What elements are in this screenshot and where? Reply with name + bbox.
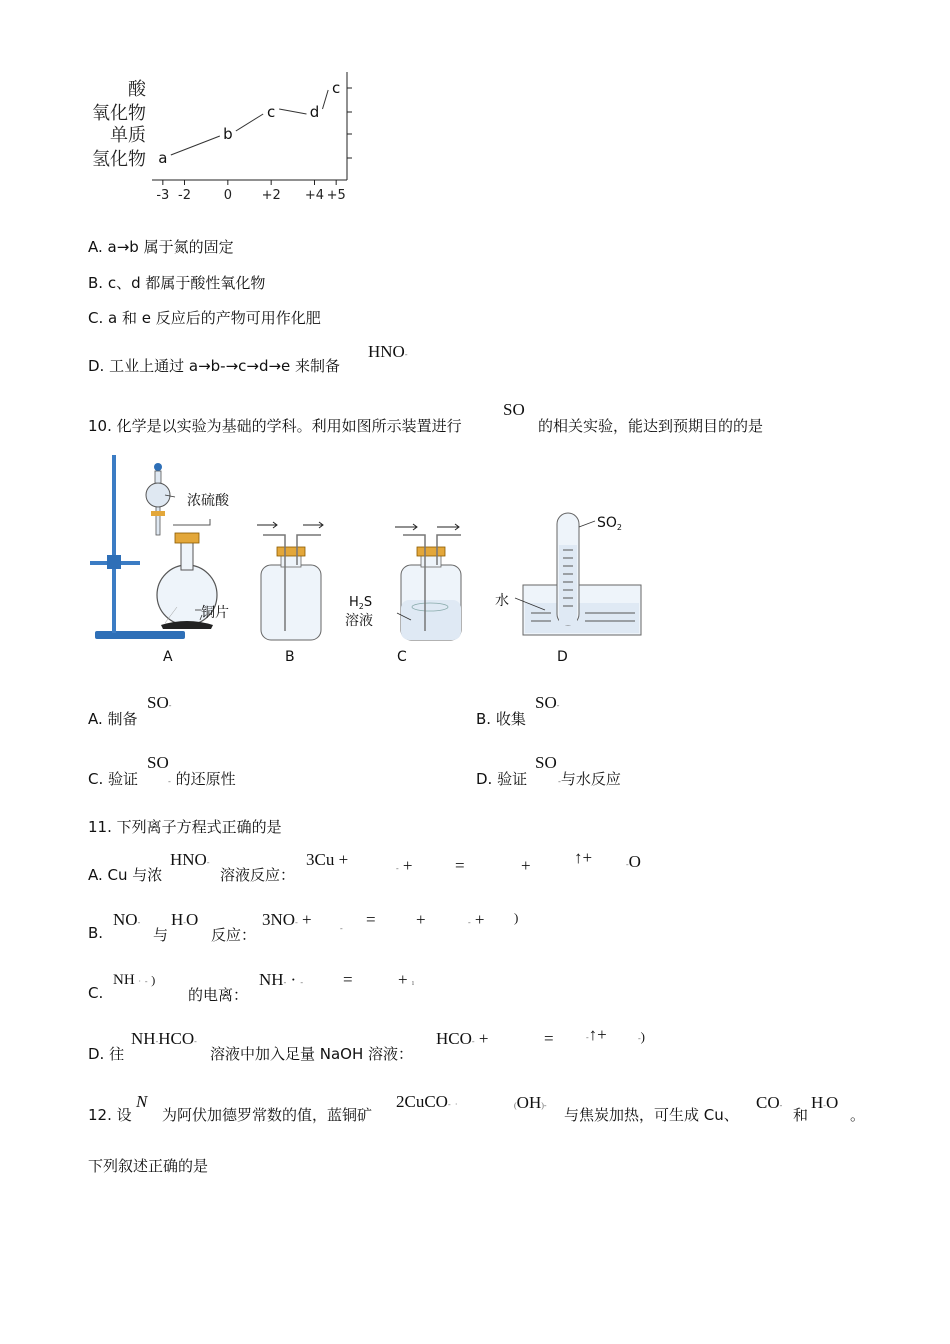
q11b-text-2: 反应： [211,926,257,944]
apparatus-a [90,455,230,665]
q11b-eq-2: - [340,924,343,933]
formula-hno3: HNO- [368,342,408,361]
option-letter: D. [88,357,105,375]
connector-line [279,109,306,114]
q10-option-c: C. 验证 [88,770,139,788]
point-a: a [158,149,168,167]
q11b-eq-5: - + [468,910,485,929]
label-d: D [557,649,568,665]
q11a-eq-5: ↑+ [574,848,593,867]
formula-so2-d: SO [535,753,557,772]
option-text: a 和 e 反应后的产物可用作化肥 [108,309,321,327]
q11b-eq-1: 3NO- + [262,910,312,929]
q9-option-a [88,236,234,257]
q12-stem-2: 为阿伏加德罗常数的值，蓝铜矿 [162,1106,373,1124]
q11d-formula: NH-HCO- [131,1029,197,1048]
option-letter: A. [88,238,103,256]
q11c-text: 的电离： [188,986,249,1004]
q10-stem-tail: 的相关实验，能达到预期目的的是 [538,417,764,435]
q11a-eq-4: + [521,856,531,875]
valence-class-chart [80,68,360,208]
q11d-eq-3: -↑+ [586,1025,607,1044]
y-category-label: 酸 [128,79,146,100]
label-conc-sulfuric-acid: 浓硫酸 [187,493,229,509]
label-so2: $SO_2$ [597,515,622,532]
q10-option-d: D. 验证 [476,770,528,788]
label-h2s: $H_2S$ [349,595,373,611]
q11c-eq-2: = [343,970,353,989]
q11-option-a: A. Cu 与浓 [88,866,163,884]
y-category-label: 单质 [110,125,146,146]
q11b-eq-6: ) [514,910,519,925]
label-water: 水 [495,593,509,609]
q11c-formula: NH · - ) [113,972,156,988]
point-d: d [309,103,320,121]
q11-option-b: B. [88,924,104,942]
point-b: b [223,125,233,143]
connector-line [236,114,263,131]
formula-so2-a: SO- [147,693,172,712]
q12-formula-mineral: 2CuCO- · [396,1092,458,1111]
apparatus-d [495,513,641,665]
question-number: 12. [88,1106,112,1124]
label-copper-sheet: 铜片 [201,605,229,621]
q11a-eq-1: 3Cu + [306,850,349,869]
question-number: 10. [88,417,112,435]
x-tick-label: +2 [261,188,281,203]
x-tick-label: +5 [326,188,346,203]
q11b-eq-3: = [366,910,376,929]
q11b-text-1: 与 [153,926,169,944]
point-c: c [332,79,341,97]
q9-option-c [88,307,321,328]
q10-option-b: B. 收集 [476,710,526,728]
q11b-eq-4: + [416,910,426,929]
connector-line [171,136,220,155]
q12-stem-line2: 下列叙述正确的是 [88,1157,209,1175]
apparatus-c [345,524,461,665]
q10-option-d-tail: -与水反应 [558,770,621,788]
q11c-eq-1: NH- · - [259,970,304,989]
label-c: C [397,649,407,665]
q11a-text: 溶液反应： [220,866,296,884]
option-text: a→b 属于氮的固定 [107,238,234,256]
x-tick-label: 0 [223,188,232,203]
q11-stem: 11. 下列离子方程式正确的是 [88,818,282,836]
option-text: c、d 都属于酸性氧化物 [107,274,266,292]
question-number: 11. [88,818,112,836]
apparatus-b [257,522,323,665]
label-a: A [163,649,173,665]
formula-so2: SO [503,400,525,419]
q12-formula-oh: (OH)- [514,1093,547,1112]
q11a-eq-2: - + [396,856,413,875]
q12-stem-4: 和 [793,1106,809,1124]
x-tick-label: -2 [178,188,191,203]
q11d-eq-4: -) [638,1029,646,1044]
q11d-text: 溶液中加入足量 NaOH 溶液： [210,1045,414,1063]
q10-option-c-tail: - 的还原性 [168,770,236,788]
formula-so2-b: SO- [535,693,560,712]
q12-formula-h2o: H-O [811,1093,839,1112]
q10-stem: 10. 化学是以实验为基础的学科。利用如图所示装置进行 [88,417,462,435]
option-text: 工业上通过 a→b-→c→d→e 来制备 [109,357,341,375]
y-category-label: 氧化物 [92,103,146,124]
q11a-eq-6: -O [626,852,641,871]
q12-stem-1: 12. 设 [88,1106,132,1124]
y-category-label: 氢化物 [92,149,146,170]
point-c: c [267,103,276,121]
q12-stem-3: 与焦炭加热，可生成 Cu、 [564,1106,739,1124]
q9-option-d [88,355,340,376]
q11d-eq-1: HCO- + [436,1029,489,1048]
q11d-eq-2: = [544,1029,554,1048]
q11-option-c: C. [88,984,104,1002]
x-tick-label: -3 [156,188,170,203]
q12-formula-na: N [136,1092,148,1111]
q11b-formula-no2: NO- [113,910,141,929]
formula-so2-c: SO [147,753,169,772]
q10-option-a: A. 制备 [88,710,138,728]
connector-line [323,90,329,109]
q9-option-b [88,272,265,293]
q11-option-d: D. 往 [88,1045,125,1063]
q11a-formula-hno3: HNO- [170,850,210,869]
option-letter: C. [88,309,104,327]
x-tick-label: +4 [304,188,325,203]
label-b: B [285,649,295,665]
apparatus-figure [85,455,645,670]
label-solution: 溶液 [345,613,373,629]
option-letter: B. [88,274,104,292]
q12-stem-5: 。 [850,1106,866,1124]
q12-formula-co2: CO- [756,1093,783,1112]
q11b-formula-h2o: H-O [171,910,199,929]
q11a-eq-3: = [455,856,465,875]
q11c-eq-3: + ı [398,970,415,989]
